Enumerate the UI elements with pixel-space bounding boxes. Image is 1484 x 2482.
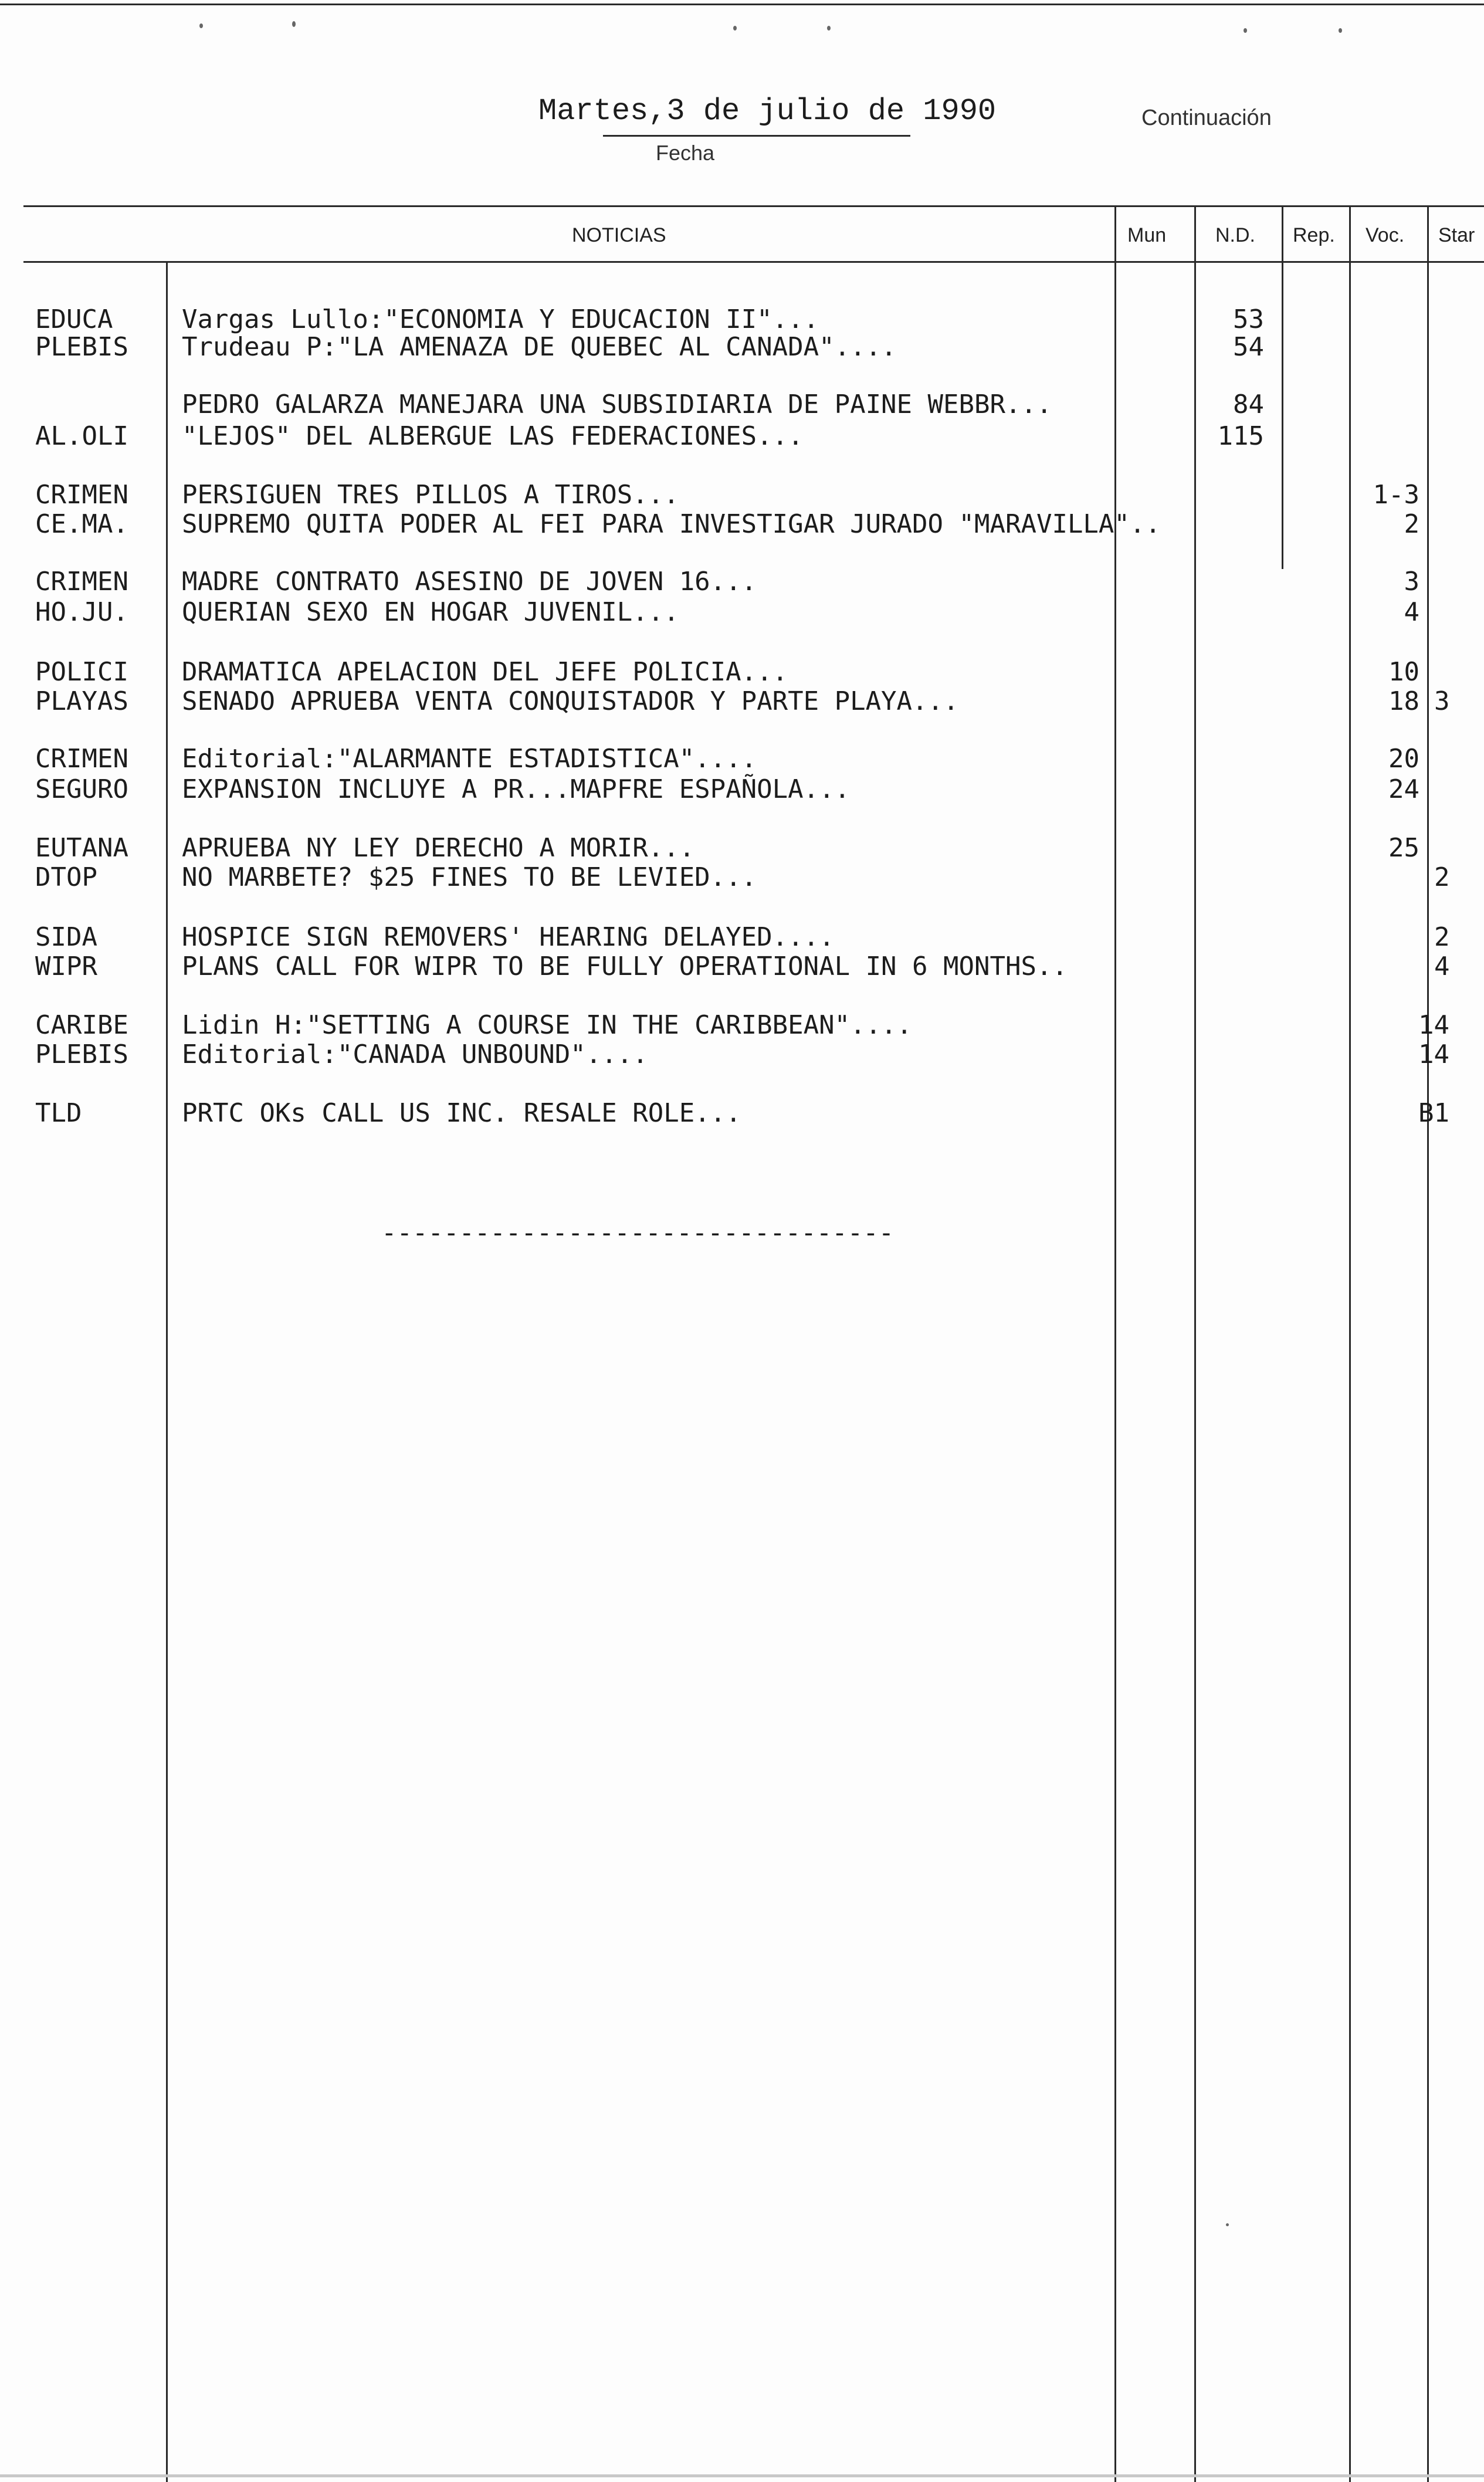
row-section: SEGURO bbox=[35, 774, 128, 804]
bottom-edge-line bbox=[0, 2474, 1484, 2477]
row-nd: 115 bbox=[1217, 421, 1264, 451]
row-section: DTOP bbox=[35, 862, 97, 892]
row-headline: Editorial:"CANADA UNBOUND".... bbox=[182, 1039, 648, 1069]
scan-mark bbox=[1244, 28, 1247, 33]
row-section: SIDA bbox=[35, 922, 97, 952]
row-section: CRIMEN bbox=[35, 744, 128, 774]
row-voc: 24 bbox=[1388, 774, 1419, 804]
row-section: POLICI bbox=[35, 657, 128, 687]
row-nd: 84 bbox=[1233, 390, 1264, 419]
row-star: 4 bbox=[1434, 952, 1450, 981]
row-voc: 18 bbox=[1388, 686, 1419, 716]
date-label: Fecha bbox=[656, 141, 715, 165]
scan-mark bbox=[1226, 2223, 1229, 2226]
row-section: WIPR bbox=[35, 952, 97, 981]
end-marker-dashes: --------------------------------- bbox=[381, 1218, 895, 1248]
row-section: PLEBIS bbox=[35, 1039, 128, 1069]
column-divider-nd-right bbox=[1282, 205, 1283, 569]
row-section: CARIBE bbox=[35, 1010, 128, 1040]
column-divider-voc-right bbox=[1427, 205, 1429, 2482]
column-header-nd: N.D. bbox=[1215, 224, 1255, 246]
row-star: 2 bbox=[1434, 862, 1450, 892]
continuation-label: Continuación bbox=[1141, 106, 1272, 130]
table-header-bottom-rule bbox=[23, 261, 1484, 263]
row-voc: 2 bbox=[1404, 509, 1419, 539]
column-header-mun: Mun bbox=[1127, 224, 1167, 246]
row-headline: NO MARBETE? $25 FINES TO BE LEVIED... bbox=[182, 862, 757, 892]
row-headline: Trudeau P:"LA AMENAZA DE QUEBEC AL CANADA".... bbox=[182, 332, 897, 362]
row-section: PLEBIS bbox=[35, 332, 128, 362]
row-voc: 1-3 bbox=[1373, 480, 1419, 510]
column-header-voc: Voc. bbox=[1366, 224, 1405, 246]
row-star: 2 bbox=[1434, 922, 1450, 952]
column-header-star: Star bbox=[1438, 224, 1475, 246]
row-headline: Lidin H:"SETTING A COURSE IN THE CARIBBEAN".... bbox=[182, 1010, 913, 1040]
row-voc: 3 bbox=[1404, 567, 1419, 597]
scan-mark bbox=[733, 26, 737, 31]
row-headline: PLANS CALL FOR WIPR TO BE FULLY OPERATIONAL IN 6 MONTHS.. bbox=[182, 952, 1068, 981]
column-divider-rep-right bbox=[1349, 205, 1351, 2482]
row-voc: 4 bbox=[1404, 597, 1419, 627]
row-section: EUTANA bbox=[35, 833, 128, 863]
row-section: AL.OLI bbox=[35, 421, 128, 451]
column-divider-mun-right bbox=[1194, 205, 1196, 2482]
row-section: TLD bbox=[35, 1098, 82, 1128]
row-headline: APRUEBA NY LEY DERECHO A MORIR... bbox=[182, 833, 695, 863]
row-headline: MADRE CONTRATO ASESINO DE JOVEN 16... bbox=[182, 567, 757, 597]
row-section: CE.MA. bbox=[35, 509, 128, 539]
row-headline: PRTC OKs CALL US INC. RESALE ROLE... bbox=[182, 1098, 741, 1128]
row-voc: 10 bbox=[1388, 657, 1419, 687]
row-star: B1 bbox=[1418, 1098, 1449, 1128]
row-headline: EXPANSION INCLUYE A PR...MAPFRE ESPAÑOLA... bbox=[182, 774, 851, 804]
row-headline: SUPREMO QUITA PODER AL FEI PARA INVESTIGAR JURADO "MARAVILLA".. bbox=[182, 509, 1161, 539]
column-header-rep: Rep. bbox=[1293, 224, 1335, 246]
scan-mark bbox=[827, 26, 831, 31]
row-headline: HOSPICE SIGN REMOVERS' HEARING DELAYED.... bbox=[182, 922, 835, 952]
row-section: CRIMEN bbox=[35, 567, 128, 597]
row-headline: Vargas Lullo:"ECONOMIA Y EDUCACION II"... bbox=[182, 304, 819, 334]
table-header-top-rule bbox=[23, 205, 1484, 207]
row-star: 14 bbox=[1418, 1010, 1449, 1040]
row-star: 14 bbox=[1418, 1039, 1449, 1069]
date-underline bbox=[603, 135, 910, 137]
row-section: HO.JU. bbox=[35, 597, 128, 627]
scan-mark bbox=[292, 21, 296, 27]
row-headline: Editorial:"ALARMANTE ESTADISTICA".... bbox=[182, 744, 757, 774]
top-border-line bbox=[0, 4, 1484, 5]
row-headline: QUERIAN SEXO EN HOGAR JUVENIL... bbox=[182, 597, 679, 627]
row-nd: 53 bbox=[1233, 304, 1264, 334]
row-headline: PEDRO GALARZA MANEJARA UNA SUBSIDIARIA DE PAINE WEBBR... bbox=[182, 390, 1052, 419]
row-headline: "LEJOS" DEL ALBERGUE LAS FEDERACIONES... bbox=[182, 421, 804, 451]
date-value: Martes,3 de julio de 1990 bbox=[538, 94, 997, 128]
column-divider-mun-left bbox=[1114, 205, 1116, 2482]
row-star: 3 bbox=[1434, 686, 1450, 716]
column-divider-section bbox=[166, 261, 168, 2482]
row-section: PLAYAS bbox=[35, 686, 128, 716]
row-headline: DRAMATICA APELACION DEL JEFE POLICIA... bbox=[182, 657, 788, 687]
row-headline: SENADO APRUEBA VENTA CONQUISTADOR Y PARTE PLAYA... bbox=[182, 686, 959, 716]
row-headline: PERSIGUEN TRES PILLOS A TIROS... bbox=[182, 480, 679, 510]
row-voc: 25 bbox=[1388, 833, 1419, 863]
row-voc: 20 bbox=[1388, 744, 1419, 774]
scan-mark bbox=[1339, 28, 1342, 33]
row-nd: 54 bbox=[1233, 332, 1264, 362]
row-section: CRIMEN bbox=[35, 480, 128, 510]
scan-mark bbox=[199, 23, 203, 28]
row-section: EDUCA bbox=[35, 304, 113, 334]
column-header-noticias: NOTICIAS bbox=[572, 224, 666, 246]
